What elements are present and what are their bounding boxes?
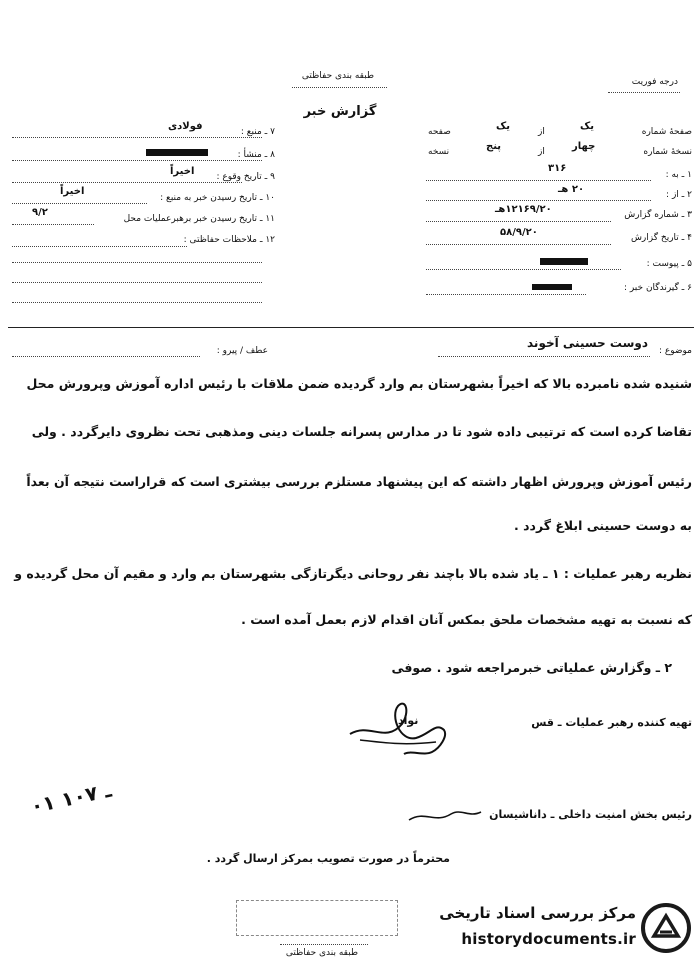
copy-number-label: نسخهٔ شماره <box>643 147 692 157</box>
field-10-value: اخیراً <box>60 186 85 197</box>
prepared-by-name: نواد <box>398 714 419 727</box>
field-10-line <box>12 203 147 204</box>
remarks-line-3 <box>12 302 262 303</box>
page-of-label: از <box>538 127 545 137</box>
reference-label: عطف / پیرو : <box>216 346 268 356</box>
field-10-label: ۱۰ ـ تاریخ رسیدن خبر به منبع : <box>160 193 275 203</box>
copy-total-value: پنج <box>486 141 502 152</box>
body-line-3: رئیس آموزش وپرورش اظهار داشته که این پیشنهاد مستلزم بررسی بیشتری است که قراراست نتیجه آن بعداً <box>26 474 692 489</box>
field-3-line <box>426 221 611 222</box>
watermark-center-name: مرکز بررسی اسناد تاریخی <box>439 904 636 922</box>
field-6-line <box>426 294 586 295</box>
field-12-line <box>12 246 187 247</box>
field-7-line <box>12 137 262 138</box>
subject-line <box>438 356 650 357</box>
classification-bottom: طبقه بندی حفاظتی <box>285 948 359 958</box>
body-line-6: که نسبت به تهیه مشخصات ملحق بمکس آنان اقدام لازم بعمل آمده است . <box>241 612 692 627</box>
priority-label: درجه فوریت <box>631 77 678 87</box>
field-3-label: ۳ ـ شماره گزارش <box>624 210 692 220</box>
body-line-1: شنیده شده نامبرده بالا که اخیراً بشهرستان بم وارد گردیده ضمن ملاقات با رئیس اداره آموزش وپرورش محل <box>26 376 692 391</box>
field-11-value: ۹/۲ <box>32 207 48 218</box>
classification-top-line <box>292 87 387 88</box>
body-line-4: به دوست حسینی ابلاغ گردد . <box>514 518 692 533</box>
forwarding-request: محترماً در صورت تصویب بمرکز ارسال گردد . <box>206 852 450 865</box>
body-line-2: تقاضا کرده است که ترتیبی داده شود تا در مدارس پسرانه جلسات دینی ومذهبی تحت نظروی دایرگردد . ولی <box>31 424 692 439</box>
redaction-recipients <box>532 284 572 290</box>
archive-logo-icon <box>640 902 692 954</box>
field-4-value: ۵۸/۹/۲۰ <box>500 227 538 238</box>
remarks-line-1 <box>12 262 262 263</box>
prepared-by: تهیه کننده رهبر عملیات ـ قس <box>531 716 692 729</box>
field-8-line <box>12 160 262 161</box>
watermark-site: historydocuments.ir <box>461 930 636 948</box>
subject-value: دوست حسینی آخوند <box>527 336 648 350</box>
copy-number-value: چهار <box>572 141 596 152</box>
field-7-label: ۷ ـ منبع : <box>240 127 275 137</box>
field-11-line <box>12 224 94 225</box>
field-11-label: ۱۱ ـ تاریخ رسیدن خبر برهبرعملیات محل <box>123 214 275 224</box>
field-3-value: ۱۲۱۶۹/۲۰هـ <box>495 204 552 215</box>
field-4-label: ۴ ـ تاریخ گزارش <box>630 233 692 243</box>
remarks-line-2 <box>12 282 262 283</box>
field-6-label: ۶ ـ گیرندگان خبر : <box>623 283 692 293</box>
redaction-origin <box>146 149 208 156</box>
field-1-label: ۱ ـ به : <box>665 170 692 180</box>
field-12-label: ۱۲ ـ ملاحظات حفاظتی : <box>183 235 275 245</box>
copy-label: نسخه <box>428 147 450 157</box>
document-title: گزارش خبر <box>303 104 377 119</box>
section-divider <box>8 327 694 328</box>
field-9-label: ۹ ـ تاریخ وقوع : <box>216 172 275 182</box>
internal-security-chief: رئیس بخش امنیت داخلی ـ داناشیسان <box>489 808 692 821</box>
field-8-label: ۸ ـ منشأ : <box>237 150 275 160</box>
field-1-value: ۳۱۶ <box>548 163 567 174</box>
field-9-value: اخیراً <box>170 166 195 177</box>
field-2-label: ۲ ـ از : <box>666 190 692 200</box>
subject-label: موضوع : <box>658 346 692 356</box>
classification-top: طبقه بندی حفاظتی <box>301 71 375 81</box>
page-number-label: صفحهٔ شماره <box>641 127 692 137</box>
priority-line <box>608 92 680 93</box>
stamp-box <box>236 900 398 936</box>
chief-signature <box>405 800 485 830</box>
reference-line <box>12 356 200 357</box>
field-1-line <box>426 180 651 181</box>
page-label: صفحه <box>428 127 451 137</box>
page-number-value: یک <box>580 121 594 132</box>
body-line-7: ۲ ـ وگزارش عملیاتی خبرمراجعه شود . صوفی <box>391 660 672 675</box>
field-2-line <box>426 200 651 201</box>
watermark <box>416 898 696 958</box>
field-5-label: ۵ ـ پیوست : <box>646 259 692 269</box>
field-5-line <box>426 269 621 270</box>
body-line-5: نظریه رهبر عملیات : ۱ ـ یاد شده بالا باچند نفر روحانی دیگرتازگی بشهرستان بم وارد و مقیم آن محل گردیده و <box>14 566 692 581</box>
handwritten-date: ۰۱ ـ ۱۰۷ <box>28 777 114 819</box>
page-total-value: یک <box>496 121 510 132</box>
copy-of-label: از <box>538 147 545 157</box>
operations-leader-signature <box>340 692 460 762</box>
field-4-line <box>426 244 611 245</box>
classification-bottom-line <box>280 944 368 945</box>
redaction-attachment <box>540 258 588 265</box>
field-9-line <box>12 182 242 183</box>
field-7-value: فولادی <box>168 121 203 132</box>
field-2-value: ۲۰ هـ <box>558 184 585 195</box>
